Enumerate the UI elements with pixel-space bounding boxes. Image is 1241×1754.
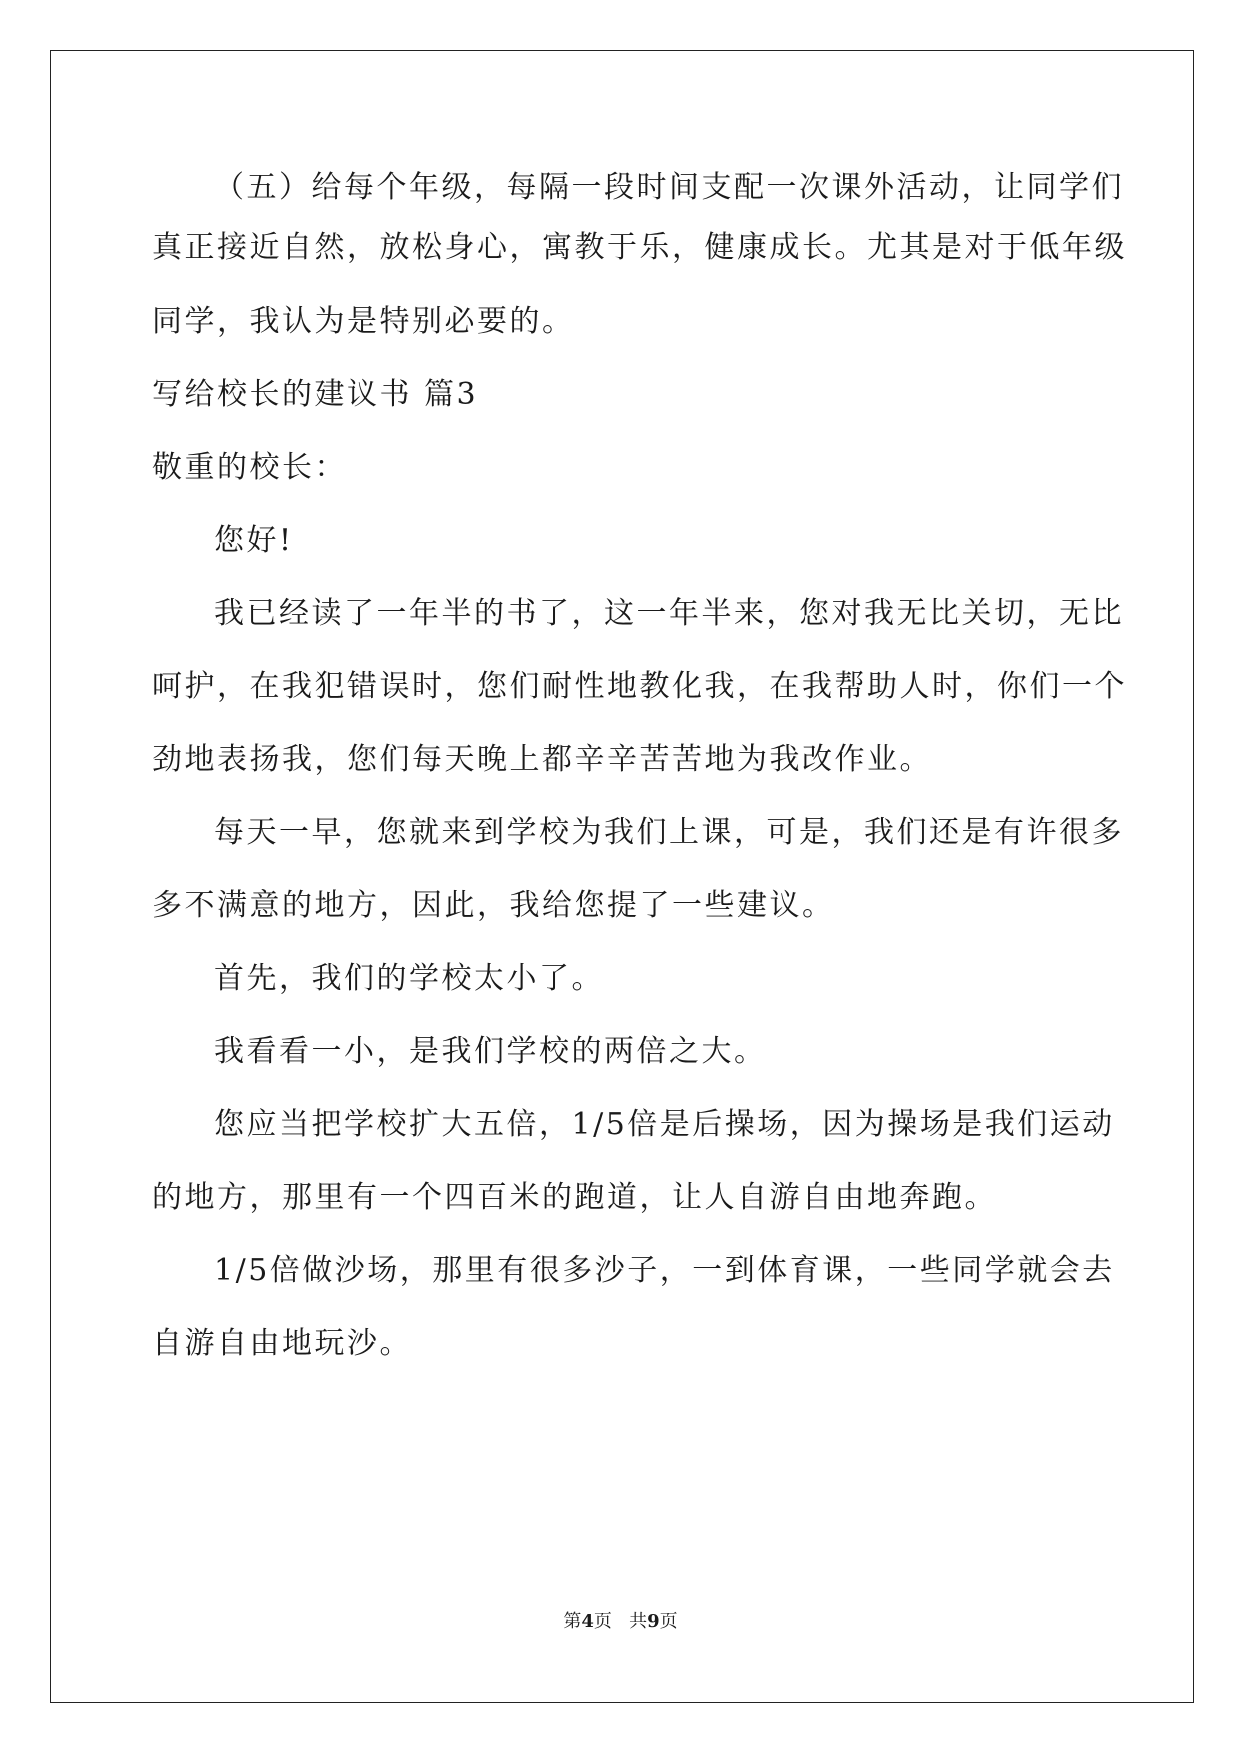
paragraph-line: 首先，我们的学校太小了。	[214, 961, 604, 996]
paragraph-line: （五）给每个年级，每隔一段时间支配一次课外活动，让同学们	[214, 170, 1124, 205]
paragraph-line: 的地方，那里有一个四百米的跑道，让人自游自由地奔跑。	[152, 1180, 997, 1215]
section-heading: 写给校长的建议书 篇3	[152, 377, 479, 412]
salutation: 敬重的校长：	[152, 450, 347, 485]
footer-total-suffix: 页	[659, 1611, 678, 1632]
paragraph-line: 我已经读了一年半的书了，这一年半来，您对我无比关切，无比	[214, 596, 1124, 631]
paragraph-line: 劲地表扬我，您们每天晚上都辛辛苦苦地为我改作业。	[152, 742, 932, 777]
paragraph-line: 每天一早，您就来到学校为我们上课，可是，我们还是有许很多	[214, 815, 1124, 850]
footer-total-number: 9	[647, 1611, 660, 1632]
paragraph-line: 自游自由地玩沙。	[152, 1326, 412, 1361]
paragraph-line: 您应当把学校扩大五倍，1/5倍是后操场，因为操场是我们运动	[214, 1107, 1115, 1142]
paragraph-line: 1/5倍做沙场，那里有很多沙子，一到体育课，一些同学就会去	[214, 1253, 1115, 1288]
paragraph-line: 我看看一小，是我们学校的两倍之大。	[214, 1034, 767, 1069]
paragraph-line: 真正接近自然，放松身心，寓教于乐，健康成长。尤其是对于低年级	[152, 230, 1127, 265]
paragraph-line: 多不满意的地方，因此，我给您提了一些建议。	[152, 888, 835, 923]
paragraph-line: 同学，我认为是特别必要的。	[152, 304, 575, 339]
page-border	[50, 50, 1194, 1703]
page-footer	[0, 1610, 1241, 1634]
greeting: 您好!	[214, 523, 294, 558]
footer-page-number: 4	[581, 1611, 594, 1632]
paragraph-line: 呵护，在我犯错误时，您们耐性地教化我，在我帮助人时，你们一个	[152, 669, 1127, 704]
footer-page-prefix: 第	[563, 1611, 582, 1632]
footer-page-suffix: 页	[593, 1611, 612, 1632]
footer-total-prefix: 共	[629, 1611, 648, 1632]
